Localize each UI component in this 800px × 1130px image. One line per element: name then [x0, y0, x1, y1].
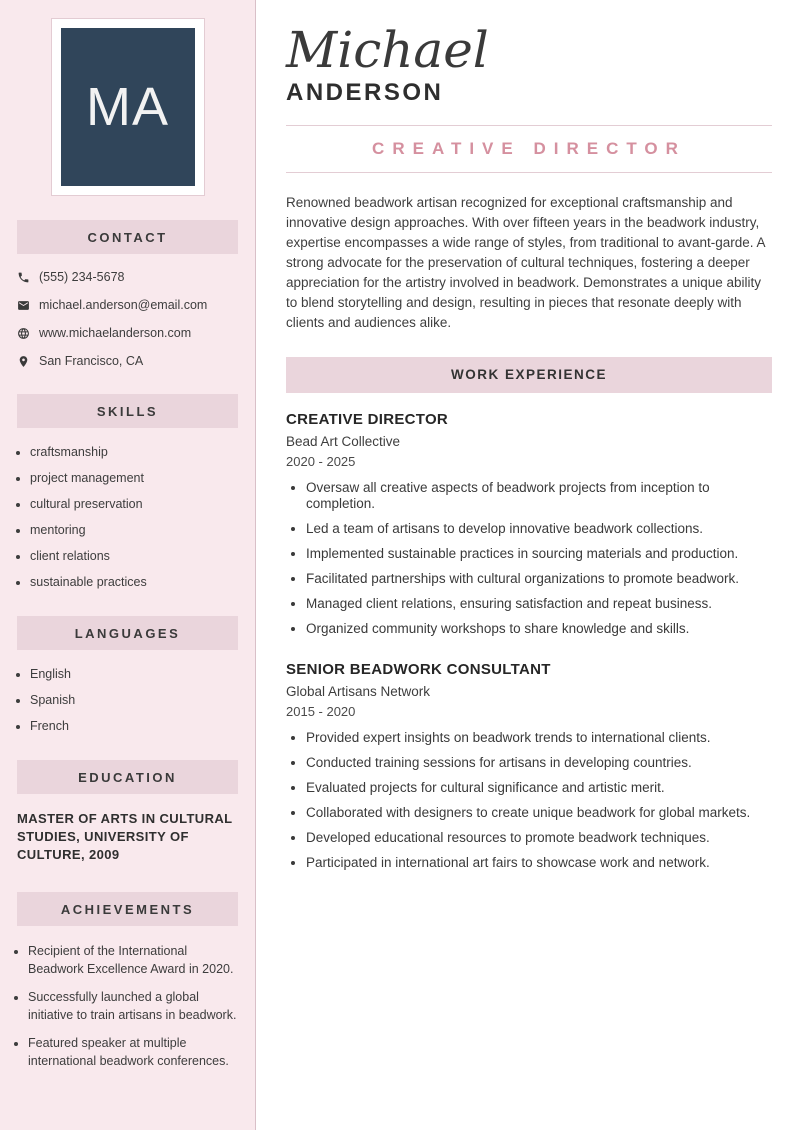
- first-name: Michael: [286, 21, 489, 79]
- work-experience-heading: WORK EXPERIENCE: [286, 357, 772, 393]
- skill-item: • sustainable practices: [30, 574, 238, 590]
- main-content: [256, 0, 800, 1130]
- name-block: [286, 21, 772, 107]
- achievement-item: • Successfully launched a global initiative to train artisans in beadwork.: [28, 988, 241, 1024]
- contact-item-location: [17, 354, 238, 368]
- job-title: SENIOR BEADWORK CONSULTANT: [286, 660, 551, 678]
- globe-icon: [17, 327, 30, 340]
- job-bullet: • Developed educational resources to promote beadwork techniques.: [306, 830, 772, 846]
- skills-heading: SKILLS: [17, 394, 238, 428]
- language-item: • French: [30, 718, 238, 734]
- contact-item-phone: [17, 270, 238, 284]
- skill-item: • client relations: [30, 548, 238, 564]
- achievements-list: [0, 942, 255, 1070]
- skill-item: • cultural preservation: [30, 496, 238, 512]
- skills-section: [0, 394, 255, 590]
- job-bullet: • Oversaw all creative aspects of beadwork projects from inception to completion.: [306, 480, 772, 512]
- avatar-initials: MA: [86, 77, 169, 137]
- divider-bottom: [286, 172, 772, 173]
- job-dates: 2020 - 2025: [286, 453, 356, 469]
- email-icon: [17, 299, 30, 312]
- job-company: Bead Art Collective: [286, 433, 401, 449]
- education-heading: EDUCATION: [17, 760, 238, 794]
- languages-section: [0, 616, 255, 734]
- contact-email-text: michael.anderson@email.com: [39, 298, 208, 312]
- achievement-item: • Featured speaker at multiple international beadwork conferences.: [28, 1034, 241, 1070]
- education-section: [0, 760, 255, 864]
- contact-website-text: www.michaelanderson.com: [39, 326, 192, 340]
- contact-location-text: San Francisco, CA: [39, 354, 144, 368]
- language-item: • Spanish: [30, 692, 238, 708]
- job-bullet: • Facilitated partnerships with cultural organizations to promote beadwork.: [306, 571, 772, 587]
- job-entry-2: [286, 661, 772, 871]
- job-bullet: • Participated in international art fairs to showcase work and network.: [306, 855, 772, 871]
- job-bullet: • Collaborated with designers to create unique beadwork for global markets.: [306, 805, 772, 821]
- contact-item-website: [17, 326, 238, 340]
- last-name: ANDERSON: [286, 78, 444, 106]
- achievement-item: • Recipient of the International Beadwork Excellence Award in 2020.: [28, 942, 241, 978]
- summary-paragraph: Renowned beadwork artisan recognized for exceptional craftsmanship and innovative design approaches. With over fifteen years in the beadwork industry, expertise encompasses a wide range of styles, from traditional to avant-garde. A strong advocate for the preservation of cultural techniques, fostering a deeper appreciation for the artistry involved in beadwork. Demonstrates a unique ability to blend storytelling and design, resulting in pieces that resonate deeply with clients and audiences alike.: [286, 194, 765, 330]
- job-entry-1: [286, 411, 772, 637]
- contact-phone-text: (555) 234-5678: [39, 270, 125, 284]
- job-bullet: • Managed client relations, ensuring satisfaction and repeat business.: [306, 596, 772, 612]
- contact-item-email: [17, 298, 238, 312]
- skill-item: • project management: [30, 470, 238, 486]
- skill-item: • craftsmanship: [30, 444, 238, 460]
- divider-top: [286, 125, 772, 126]
- language-item: • English: [30, 666, 238, 682]
- job-title: CREATIVE DIRECTOR: [286, 410, 449, 428]
- languages-heading: LANGUAGES: [17, 616, 238, 650]
- achievements-heading: ACHIEVEMENTS: [17, 892, 238, 926]
- job-dates: 2015 - 2020: [286, 703, 356, 719]
- skills-list: [0, 444, 255, 590]
- phone-icon: [17, 271, 30, 284]
- contact-list: [0, 270, 255, 368]
- avatar-monogram: [61, 28, 195, 186]
- sidebar: [0, 0, 256, 1130]
- job-bullet: • Conducted training sessions for artisans in developing countries.: [306, 755, 772, 771]
- job-bullet: • Led a team of artisans to develop innovative beadwork collections.: [306, 521, 772, 537]
- job-bullet-list: [286, 730, 772, 871]
- job-bullet-list: [286, 480, 772, 637]
- contact-heading: CONTACT: [17, 220, 238, 254]
- job-bullet: • Provided expert insights on beadwork trends to international clients.: [306, 730, 772, 746]
- job-bullet: • Evaluated projects for cultural significance and artistic merit.: [306, 780, 772, 796]
- job-bullet: • Organized community workshops to share knowledge and skills.: [306, 621, 772, 637]
- job-bullet: • Implemented sustainable practices in sourcing materials and production.: [306, 546, 772, 562]
- contact-section: [0, 220, 255, 368]
- achievements-section: [0, 892, 255, 1070]
- job-company: Global Artisans Network: [286, 683, 431, 699]
- education-text: MASTER OF ARTS IN CULTURAL STUDIES, UNIVERSITY OF CULTURE, 2009: [17, 811, 233, 862]
- avatar: [51, 18, 205, 196]
- profession-title: CREATIVE DIRECTOR: [372, 138, 686, 158]
- skill-item: • mentoring: [30, 522, 238, 538]
- languages-list: [0, 666, 255, 734]
- location-icon: [17, 355, 30, 368]
